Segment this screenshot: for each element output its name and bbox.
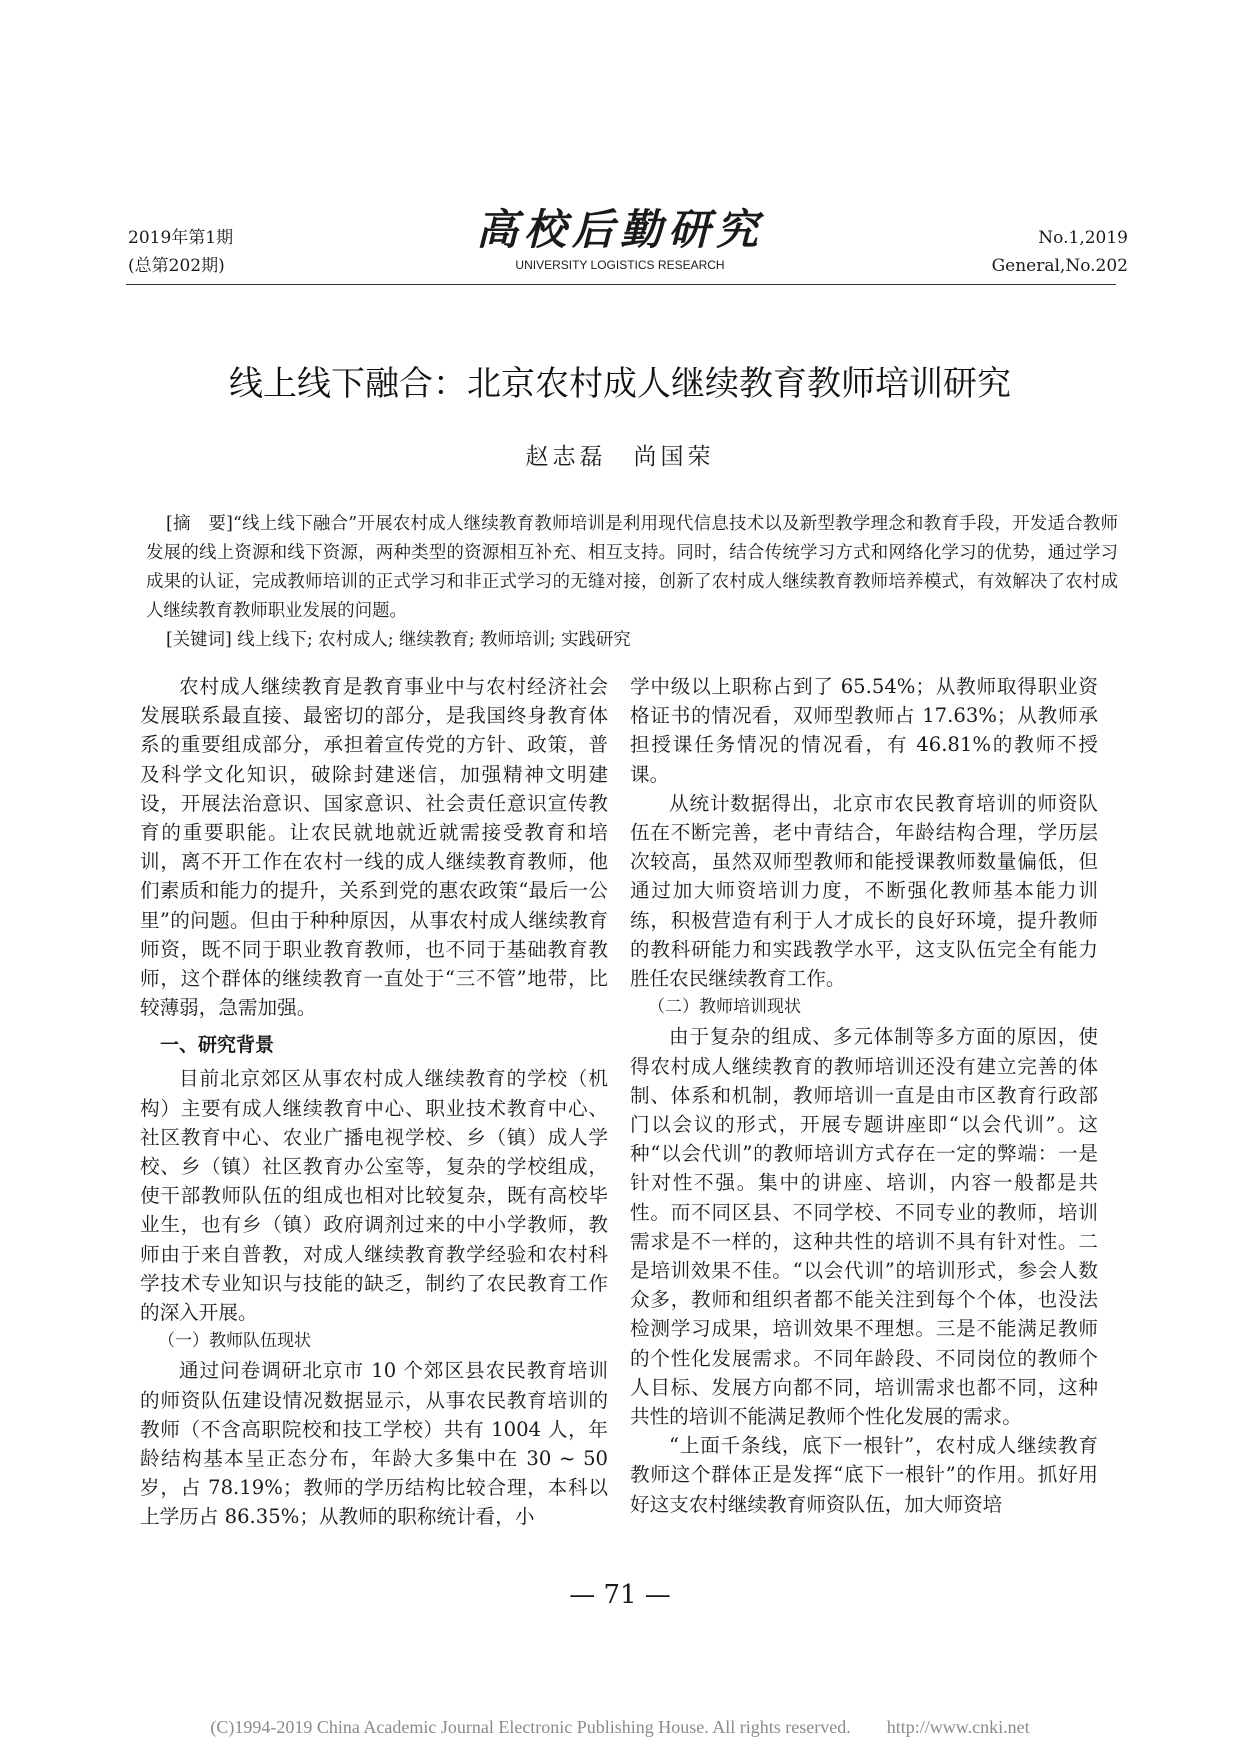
page-number: — 71 — bbox=[569, 1580, 671, 1610]
paragraph: 通过问卷调研北京市 10 个郊区县农民教育培训的师资队伍建设情况数据显示，从事农民教育培训的教师（不含高职院校和技工学校）共有 1004 人，年龄结构基本呈正态分布，年龄大多集中在 30 ~ 50 岁，占 78.19%；教师的学历结构比较合理，本科以上学历占 86.35%；从教师的职称统计看，小 bbox=[140, 1359, 608, 1529]
paragraph: 从统计数据得出，北京市农民教育培训的师资队伍在不断完善，老中青结合，年龄结构合理，学历层次较高，虽然双师型教师和能授课教师数量偏低，但通过加大师资培训力度，不断强化教师基本能力训练，积极营造有利于人才成长的良好环境，提升教师的教科研能力和实践教学水平，这支队伍完全有能力胜任农民继续教育工作。 bbox=[630, 791, 1098, 991]
journal-title-en: UNIVERSITY LOGISTICS RESEARCH bbox=[515, 258, 725, 272]
issue-en: No.1,2019 bbox=[1038, 228, 1128, 248]
section-heading: 一、研究背景 bbox=[160, 1034, 275, 1057]
journal-masthead bbox=[470, 204, 770, 274]
subsection-heading: （二）教师培训现状 bbox=[648, 997, 801, 1018]
total-issue-en: General,No.202 bbox=[991, 256, 1128, 276]
issue-info-cn bbox=[128, 224, 233, 280]
paragraph: 学中级以上职称占到了 65.54%；从教师取得职业资格证书的情况看，双师型教师占 17.63%；从教师承担授课任务情况的情况看，有 46.81%的教师不授课。 bbox=[630, 675, 1098, 786]
journal-title-cn: 高校后勤研究 bbox=[475, 205, 764, 254]
paragraph: 由于复杂的组成、多元体制等多方面的原因，使得农村成人继续教育的教师培训还没有建立完善的体制、体系和机制，教师培训一直是由市区教育行政部门以会议的形式，开展专题讲座即“以会代训”。这种“以会代训”的教师培训方式存在一定的弊端：一是针对性不强。集中的讲座、培训，内容一般都是共性。而不同区县、不同学校、不同专业的教师，培训需求是不一样的，这种共性的培训不具有针对性。二是培训效果不佳。“以会代训”的培训形式，参会人数众多，教师和组织者都不能关注到每个个体，也没法检测学习成果，培训效果不理想。三是不能满足教师的个性化发展需求。不同年龄段、不同岗位的教师个人目标、发展方向都不同，培训需求也都不同，这种共性的培训不能满足教师个性化发展的需求。 bbox=[630, 1025, 1098, 1429]
page-header bbox=[0, 0, 1240, 280]
body-column-left bbox=[140, 672, 608, 1532]
article-authors: 赵志磊 尚国荣 bbox=[525, 444, 715, 470]
body-column-right bbox=[630, 672, 1098, 1519]
issue-info-en bbox=[992, 224, 1128, 280]
keywords-text: [关键词] 线上线下; 农村成人; 继续教育; 教师培训; 实践研究 bbox=[166, 630, 631, 650]
paragraph: “上面千条线，底下一根针”，农村成人继续教育教师这个群体正是发挥“底下一根针”的作用。抓好用好这支农村继续教育师资队伍，加大师资培 bbox=[630, 1434, 1098, 1516]
copyright-footer: (C)1994-2019 China Academic Journal Electronic Publishing House. All rights reserved. http://www.cnki.net bbox=[210, 1717, 1030, 1737]
paragraph: 目前北京郊区从事农村成人继续教育的学校（机构）主要有成人继续教育中心、职业技术教育中心、社区教育中心、农业广播电视学校、乡（镇）成人学校、乡（镇）社区教育办公室等，复杂的学校组成，使干部教师队伍的组成也相对比较复杂，既有高校毕业生，也有乡（镇）政府调剂过来的中小学教师，教师由于来自普教，对成人继续教育教学经验和农村科学技术专业知识与技能的缺乏，制约了农民教育工作的深入开展。 bbox=[140, 1067, 608, 1325]
paragraph: 农村成人继续教育是教育事业中与农村经济社会发展联系最直接、最密切的部分，是我国终身教育体系的重要组成部分，承担着宣传党的方针、政策，普及科学文化知识，破除封建迷信，加强精神文明建设，开展法治意识、国家意识、社会责任意识宣传教育的重要职能。让农民就地就近就需接受教育和培训，离不开工作在农村一线的成人继续教育教师，他们素质和能力的提升，关系到党的惠农政策“最后一公里”的问题。但由于种种原因，从事农村成人继续教育师资，既不同于职业教育教师，也不同于基础教育教师，这个群体的继续教育一直处于“三不管”地带，比较薄弱，急需加强。 bbox=[140, 675, 608, 1020]
issue-cn: 2019年第1期 bbox=[128, 228, 234, 248]
header-divider bbox=[126, 284, 1116, 285]
subsection-heading: （一）教师队伍现状 bbox=[158, 1331, 311, 1352]
article-title: 线上线下融合：北京农村成人继续教育教师培训研究 bbox=[229, 364, 1011, 404]
total-issue-cn: (总第202期) bbox=[128, 256, 225, 276]
abstract-text: [摘 要]“线上线下融合”开展农村成人继续教育教师培训是利用现代信息技术以及新型教学理念和教育手段，开发适合教师发展的线上资源和线下资源，两种类型的资源相互补充、相互支持。同时，结合传统学习方式和网络化学习的优势，通过学习成果的认证，完成教师培训的正式学习和非正式学习的无缝对接，创新了农村成人继续教育教师培养模式，有效解决了农村成人继续教育教师职业发展的问题。 bbox=[146, 514, 1118, 621]
abstract-block bbox=[146, 510, 1118, 655]
